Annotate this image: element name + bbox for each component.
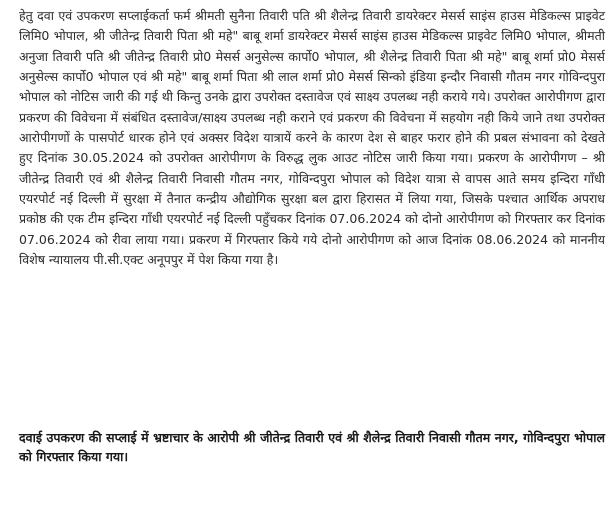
summary-headline: दवाई उपकरण की सप्लाई में भ्रष्टाचार के आरोपी श्री जीतेन्द्र तिवारी एवं श्री शैलेन्द्र तिवारी निवासी गौतम नगर, गोविन्दपुरा भोपाल को गिरफ्तार किया गया। — [19, 430, 605, 464]
body-paragraph: हेतु दवा एवं उपकरण सप्लाईकर्ता फर्म श्रीमती सुनैना तिवारी पति श्री शैलेन्द्र तिवारी डायरेक्टर मेसर्स साइंस हाउस मेडिकल्स प्राइवेट लिमि0 भोपाल, श्री जीतेन्द्र तिवारी पिता श्री महे" बाबू शर्मा डायरेक्टर मेसर्स साइंस हाउस मेडिकल्स प्राइवेट लिमि0 भोपाल, श्रीमती अनुजा तिवारी पति श्री जीतेन्द्र तिवारी प्रो0 मेसर्स अनुसेल्स कार्पो0 भोपाल, श्री शैलेन्द्र तिवारी पिता श्री महे" बाबू शर्मा प्रो0 मेसर्स अनुसेल्स कार्पो0 भोपाल एवं श्री महे" बाबू शर्मा पिता श्री लाल शर्मा प्रो0 मेसर्स सिन्को इंडिया इन्दौर निवासी गौतम नगर गोविन्दपुरा भोपाल को नोटिस जारी की गई थी किन्तु उनके द्वारा उपरोक्त दस्तावेज एवं साक्ष्य उपलब्ध नही कराये गये। उपरोक्त आरोपीगण द्वारा प्रकरण की विवेचना में संबंधित दस्तावेज/साक्ष्य उपलब्ध नही कराने एवं प्रकरण की विवेचना में सहयोग नही किये जाने तथा उपरोक्त आरोपीगणों के पासपोर्ट धारक होने एवं अक्सर विदेश यात्रायें करने के कारण देश से बाहर फरार होने की प्रबल संभावना को देखते हुए दिनांक 30.05.2024 को उपरोक्त आरोपीगण के विरुद्ध लुक आउट नोटिस जारी किया गया। प्रकरण के आरोपीगण – श्री जीतेन्द्र तिवारी एवं श्री शैलेन्द्र तिवारी निवासी गौतम नगर, गोविन्दपुरा भोपाल को विदेश यात्रा से वापस आते समय इन्दिरा गाँधी एयरपोर्ट नई दिल्ली में सुरक्षा में तैनात कन्द्रीय औद्योगिक सुरक्षा बल द्वारा हिरासत में लिया गया, जिसके पश्चात आर्थिक अपराध प्रकोष्ठ की एक टीम इन्दिरा गाँधी एयरपोर्ट नई दिल्ली पहुँचकर दिनांक 07.06.2024 को दोनो आरोपीगण को गिरफ्तार कर दिनांक 07.06.2024 को रीवा लाया गया। प्रकरण में गिरफ्तार किये गये दोनो आरोपीगण को आज दिनांक 08.06.2024 को माननीय विशेष न्यायालय पी.सी.एक्ट अनूपपुर में पेश किया गया है। — [19, 8, 605, 268]
